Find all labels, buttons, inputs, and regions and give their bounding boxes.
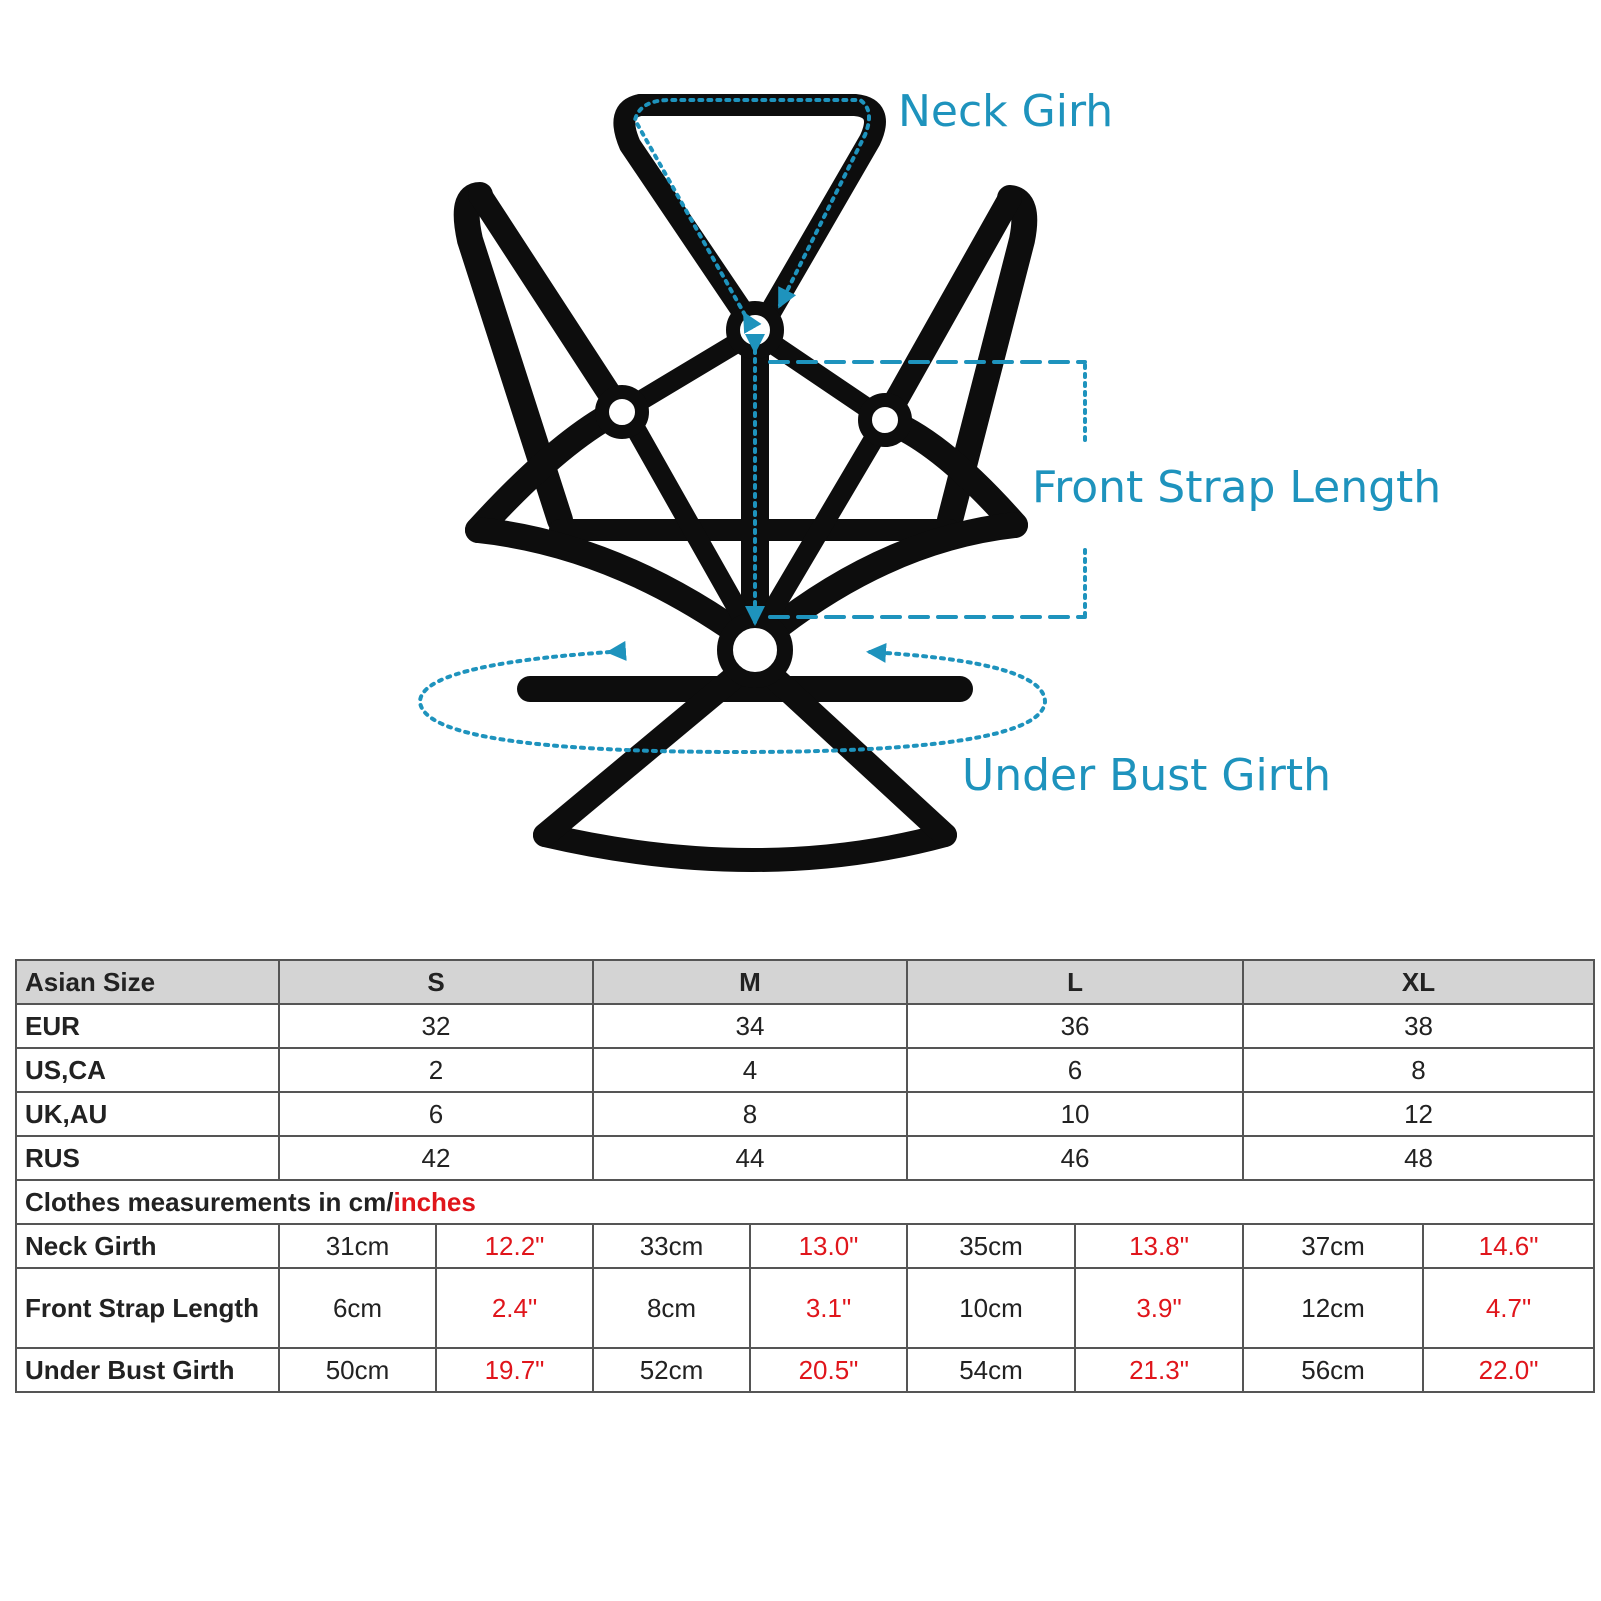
inch-cell: 2.4" <box>436 1268 593 1348</box>
table-cell: 48 <box>1243 1136 1594 1180</box>
row-label: RUS <box>16 1136 279 1180</box>
inch-cell: 13.0" <box>750 1224 907 1268</box>
cm-cell: 37cm <box>1243 1224 1423 1268</box>
row-label: Neck Girth <box>16 1224 279 1268</box>
cm-cell: 33cm <box>593 1224 750 1268</box>
size-header: M <box>593 960 907 1004</box>
inch-cell: 20.5" <box>750 1348 907 1392</box>
table-cell: 6 <box>907 1048 1243 1092</box>
table-cell: 8 <box>593 1092 907 1136</box>
row-label: Front Strap Length <box>16 1268 279 1348</box>
cm-cell: 56cm <box>1243 1348 1423 1392</box>
table-cell: 46 <box>907 1136 1243 1180</box>
size-header: XL <box>1243 960 1594 1004</box>
table-row <box>16 1048 1594 1092</box>
under-bust-girth-label: Under Bust Girth <box>962 750 1331 801</box>
row-label: Asian Size <box>16 960 279 1004</box>
size-chart-table <box>15 959 1595 1393</box>
row-label: UK,AU <box>16 1092 279 1136</box>
table-cell: 36 <box>907 1004 1243 1048</box>
table-row <box>16 1004 1594 1048</box>
table-cell: 34 <box>593 1004 907 1048</box>
cm-cell: 12cm <box>1243 1268 1423 1348</box>
inch-cell: 19.7" <box>436 1348 593 1392</box>
inch-cell: 3.1" <box>750 1268 907 1348</box>
table-cell: 2 <box>279 1048 593 1092</box>
inch-cell: 4.7" <box>1423 1268 1594 1348</box>
table-cell: 10 <box>907 1092 1243 1136</box>
cm-cell: 52cm <box>593 1348 750 1392</box>
row-label: Under Bust Girth <box>16 1348 279 1392</box>
cm-cell: 54cm <box>907 1348 1075 1392</box>
cm-cell: 35cm <box>907 1224 1075 1268</box>
inch-cell: 3.9" <box>1075 1268 1243 1348</box>
table-row <box>16 1092 1594 1136</box>
size-header: S <box>279 960 593 1004</box>
harness-product-image <box>467 105 1025 860</box>
cm-cell: 50cm <box>279 1348 436 1392</box>
table-row <box>16 1268 1594 1348</box>
inch-cell: 12.2" <box>436 1224 593 1268</box>
inch-cell: 21.3" <box>1075 1348 1243 1392</box>
table-cell: 32 <box>279 1004 593 1048</box>
row-label: US,CA <box>16 1048 279 1092</box>
size-header: L <box>907 960 1243 1004</box>
table-cell: 38 <box>1243 1004 1594 1048</box>
measurement-note-text: Clothes measurements in cm/ <box>25 1186 394 1217</box>
cm-cell: 6cm <box>279 1268 436 1348</box>
table-row <box>16 1136 1594 1180</box>
table-cell: 8 <box>1243 1048 1594 1092</box>
measurement-note-row <box>16 1180 1594 1224</box>
table-row <box>16 1348 1594 1392</box>
inch-cell: 14.6" <box>1423 1224 1594 1268</box>
cm-cell: 8cm <box>593 1268 750 1348</box>
table-cell: 4 <box>593 1048 907 1092</box>
measurement-note <box>16 1180 1594 1224</box>
inch-cell: 13.8" <box>1075 1224 1243 1268</box>
table-cell: 44 <box>593 1136 907 1180</box>
table-cell: 12 <box>1243 1092 1594 1136</box>
measurement-note-highlight: inches <box>393 1186 476 1217</box>
table-cell: 6 <box>279 1092 593 1136</box>
inch-cell: 22.0" <box>1423 1348 1594 1392</box>
table-header-row <box>16 960 1594 1004</box>
neck-girth-label: Neck Girh <box>898 86 1114 137</box>
row-label: EUR <box>16 1004 279 1048</box>
cm-cell: 10cm <box>907 1268 1075 1348</box>
table-cell: 42 <box>279 1136 593 1180</box>
table-row <box>16 1224 1594 1268</box>
front-strap-length-label: Front Strap Length <box>1032 462 1442 513</box>
cm-cell: 31cm <box>279 1224 436 1268</box>
